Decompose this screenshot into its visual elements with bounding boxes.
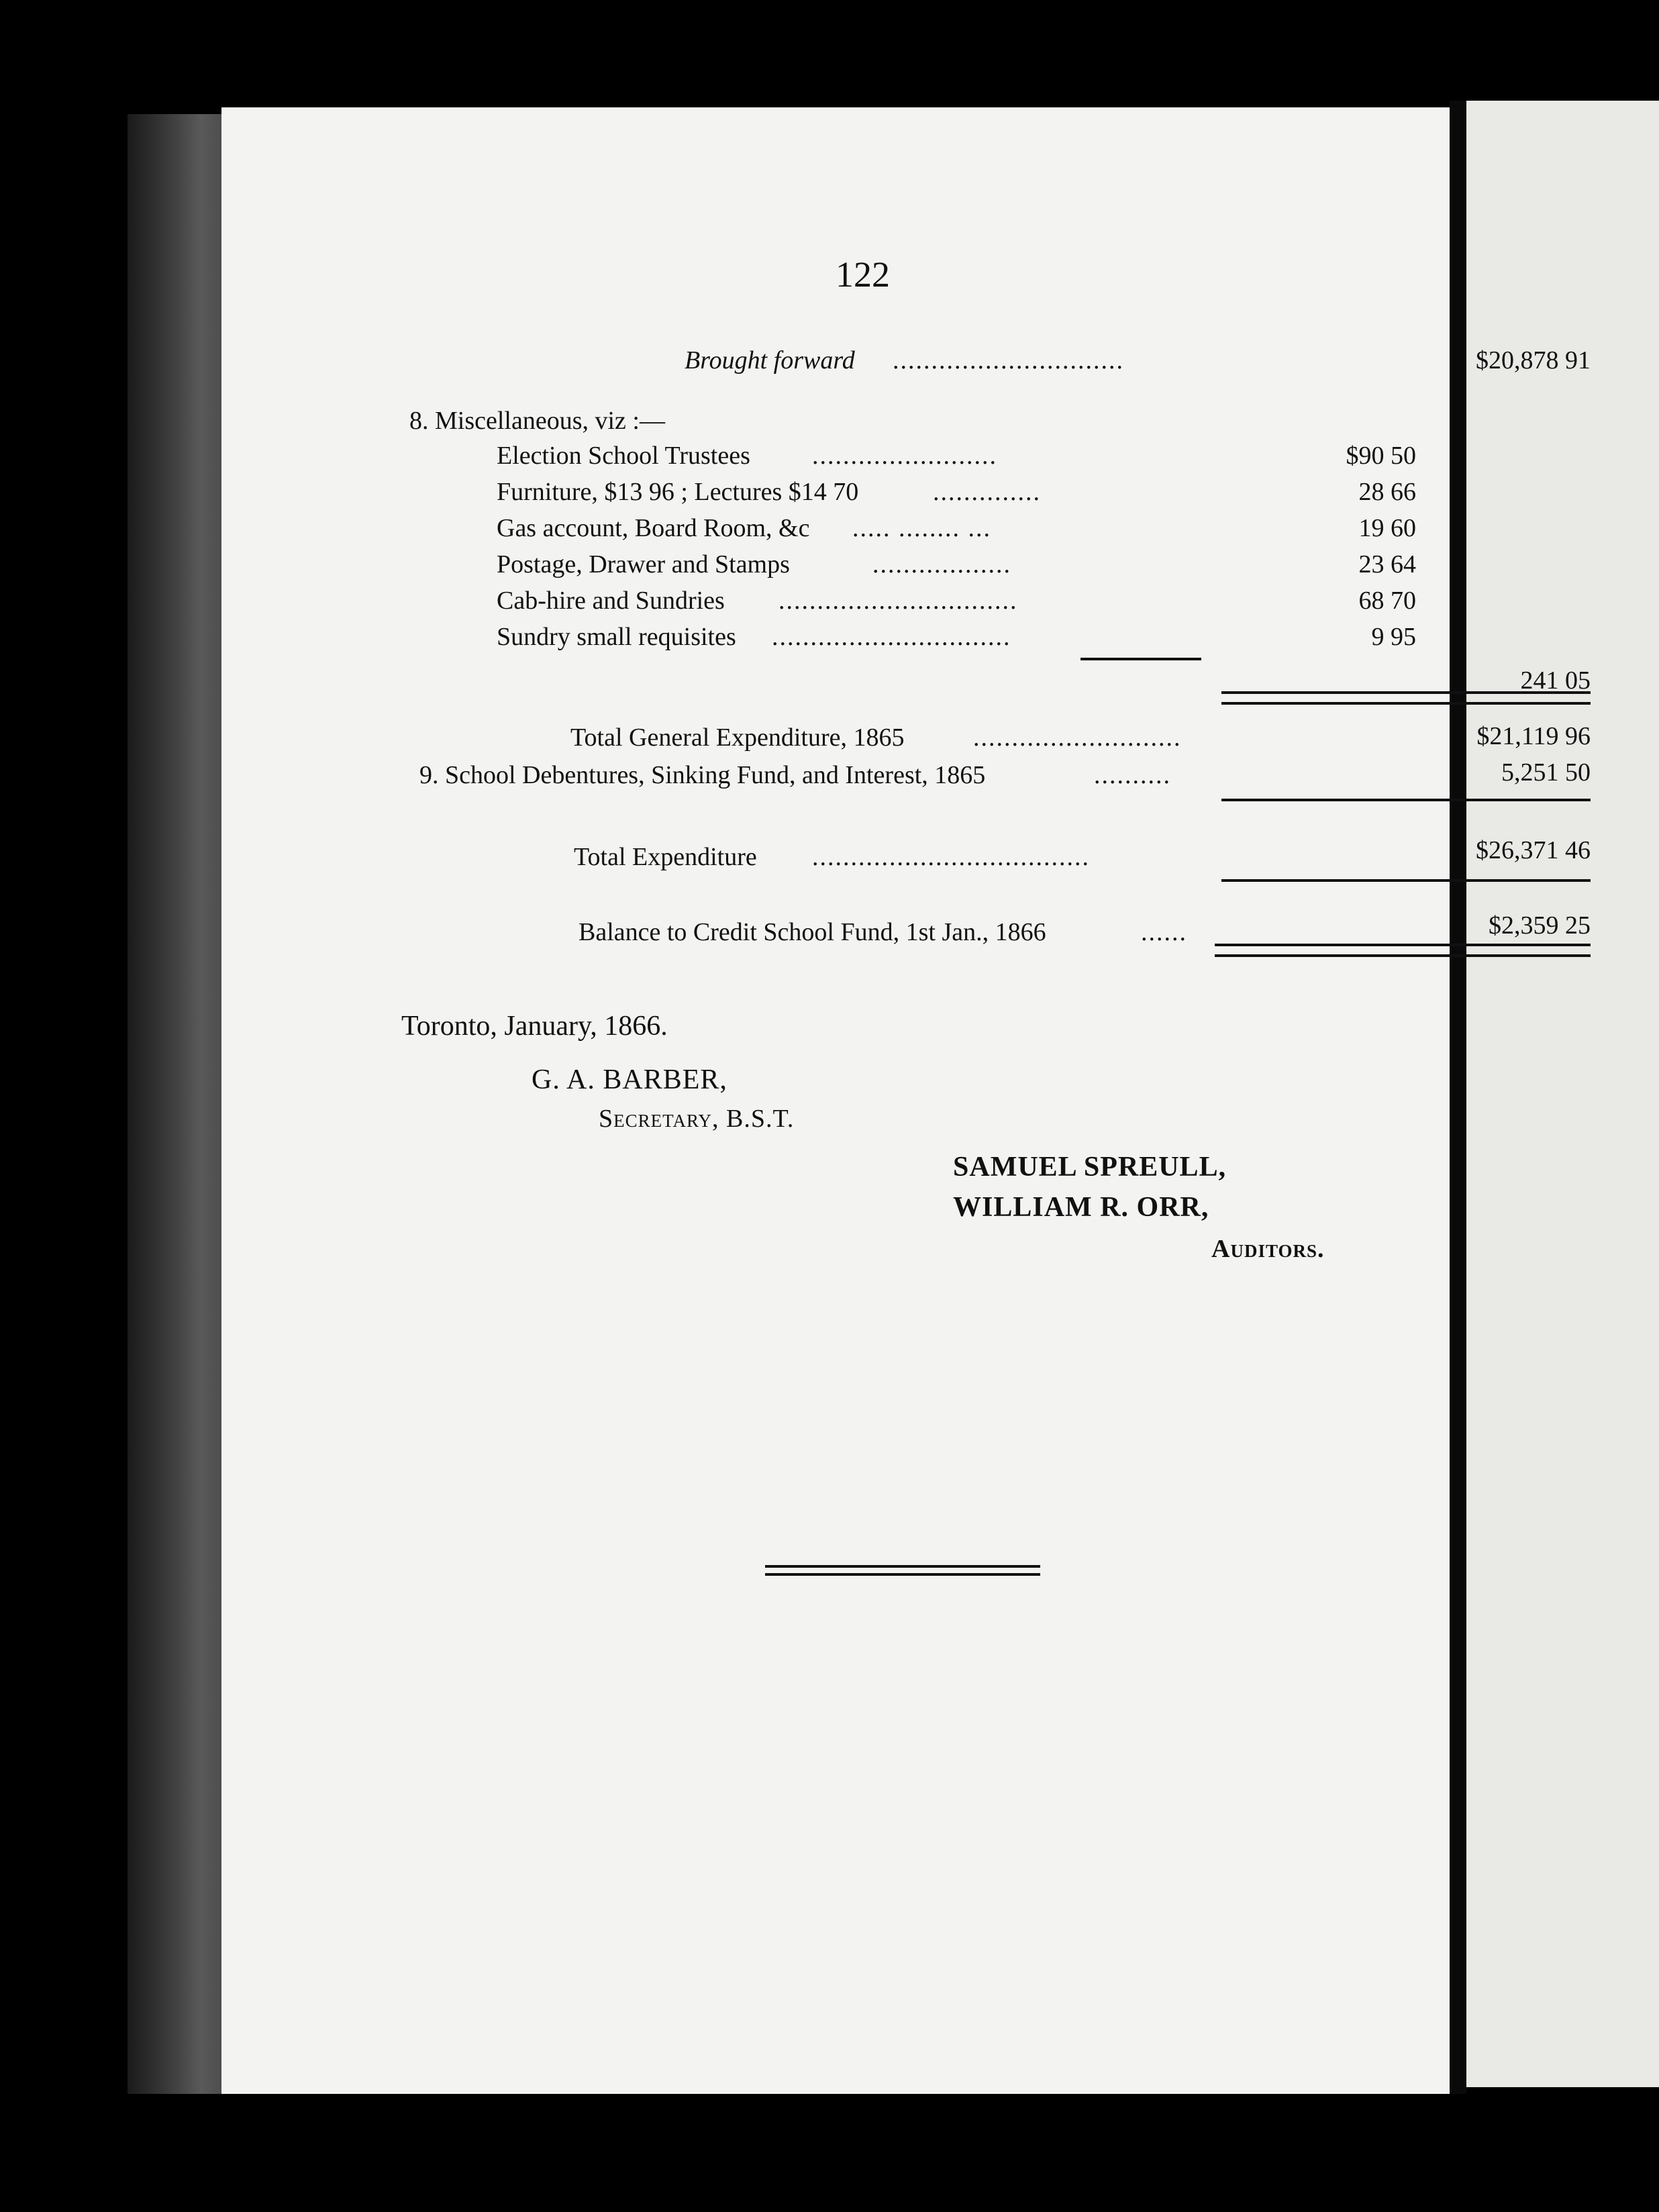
page-number: 122 xyxy=(836,254,890,295)
total-general-label: Total General Expenditure, 1865 xyxy=(570,723,905,752)
misc-heading: 8. Miscellaneous, viz :— xyxy=(409,407,665,435)
auditor-name: SAMUEL SPREULL, xyxy=(953,1152,1227,1183)
total-rule xyxy=(1221,799,1591,801)
misc-item-label: Election School Trustees xyxy=(497,442,750,470)
leader-dots: ............................... xyxy=(772,623,1011,651)
leader-dots: ...... xyxy=(1141,918,1187,946)
misc-item-label: Sundry small requisites xyxy=(497,623,736,651)
total-general-amount: $21,119 96 xyxy=(1476,722,1591,750)
misc-item-amount: 28 66 xyxy=(1358,478,1416,506)
subtotal-rule xyxy=(1080,658,1201,660)
leader-dots: ........................ xyxy=(812,442,997,470)
leader-dots: .............. xyxy=(933,478,1041,506)
balance-rule xyxy=(1221,879,1591,882)
debentures-amount: 5,251 50 xyxy=(1501,758,1591,787)
leader-dots: .............................. xyxy=(893,346,1124,374)
debentures-label: 9. School Debentures, Sinking Fund, and Interest, 1865 xyxy=(419,761,986,789)
misc-item-label: Gas account, Board Room, &c xyxy=(497,514,810,542)
misc-item-amount: 68 70 xyxy=(1358,587,1416,615)
document-page xyxy=(221,107,1591,2094)
page-gutter xyxy=(1450,101,1466,2094)
closing-rule xyxy=(765,1565,1040,1576)
misc-item-amount: $90 50 xyxy=(1346,442,1416,470)
leader-dots: .......... xyxy=(1094,761,1171,789)
facing-page-edge xyxy=(1466,101,1659,2087)
double-rule xyxy=(1215,944,1591,957)
leader-dots: ........................... xyxy=(973,723,1182,752)
secretary-title: Secretary, B.S.T. xyxy=(599,1105,795,1133)
place-date: Toronto, January, 1866. xyxy=(401,1011,668,1042)
balance-amount: $2,359 25 xyxy=(1489,911,1591,940)
total-expenditure-amount: $26,371 46 xyxy=(1476,836,1591,864)
leader-dots: ..... ........ ... xyxy=(852,514,991,542)
secretary-name: G. A. BARBER, xyxy=(532,1064,727,1095)
misc-item-label: Postage, Drawer and Stamps xyxy=(497,550,790,579)
leader-dots: .................. xyxy=(872,550,1011,579)
misc-item-label: Cab-hire and Sundries xyxy=(497,587,725,615)
auditor-name: WILLIAM R. ORR, xyxy=(953,1192,1209,1223)
balance-label: Balance to Credit School Fund, 1st Jan., 1866 xyxy=(579,918,1046,946)
brought-forward-label: Brought forward xyxy=(685,346,855,374)
auditors-title: Auditors. xyxy=(1211,1235,1325,1263)
misc-item-amount: 23 64 xyxy=(1358,550,1416,579)
total-expenditure-label: Total Expenditure xyxy=(574,843,757,871)
misc-item-amount: 9 95 xyxy=(1371,623,1416,651)
brought-forward-amount: $20,878 91 xyxy=(1476,346,1591,374)
double-rule xyxy=(1221,691,1591,705)
misc-subtotal: 241 05 xyxy=(1520,666,1591,695)
leader-dots: ............................... xyxy=(778,587,1018,615)
misc-item-label: Furniture, $13 96 ; Lectures $14 70 xyxy=(497,478,859,506)
leader-dots: .................................... xyxy=(812,843,1090,871)
misc-item-amount: 19 60 xyxy=(1358,514,1416,542)
